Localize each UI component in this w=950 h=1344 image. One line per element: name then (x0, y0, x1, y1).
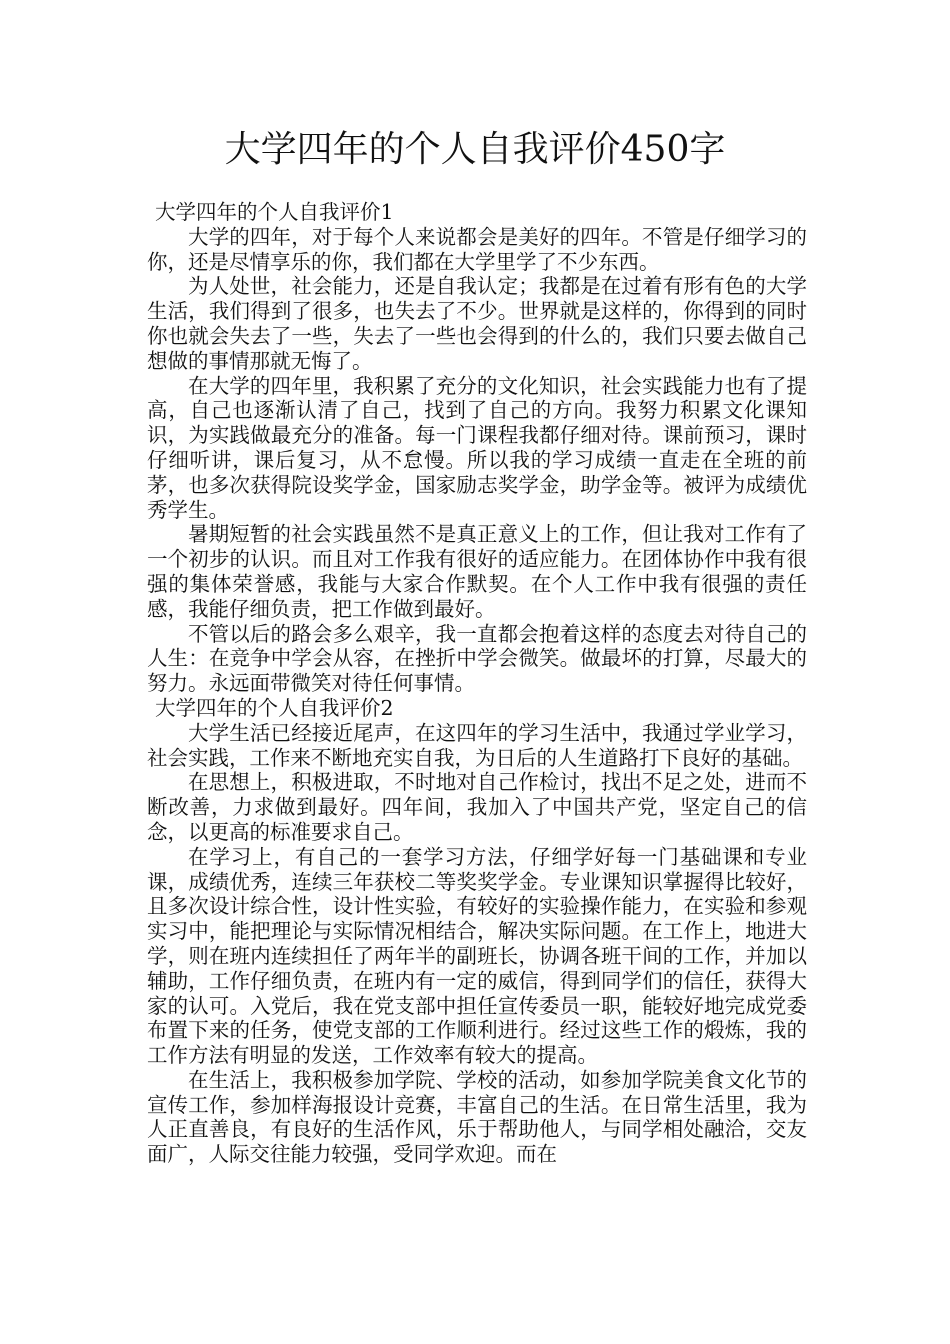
section-heading: 大学四年的个人自我评价2 (155, 695, 394, 720)
section-heading: 大学四年的个人自我评价1 (155, 200, 394, 224)
document-body (147, 200, 807, 1167)
paragraph: 在思想上，积极进取，不时地对自己作检讨，找出不足之处，进而不断改善，力求做到最好。四年间，我加入了中国共产党，坚定自己的信念，以更高的标准要求自己。 (147, 770, 807, 844)
paragraph: 在生活上，我积极参加学院、学校的活动，如参加学院美食文化节的宣传工作，参加样海报设计竞赛，丰富自己的生活。在日常生活里，我为人正直善良，有良好的生活作风，乐于帮助他人，与同学相处融洽，交友面广，人际交往能力较强，受同学欢迎。而在 (147, 1067, 807, 1167)
document-title: 大学四年的个人自我评价450字 (224, 129, 726, 170)
paragraph: 为人处世，社会能力，还是自我认定；我都是在过着有形有色的大学生活，我们得到了很多，也失去了不少。世界就是这样的，你得到的同时你也就会失去了一些，失去了一些也会得到的什么的，我们只要去做自己想做的事情那就无悔了。 (147, 274, 807, 373)
section-1 (147, 200, 807, 696)
paragraph: 在学习上，有自己的一套学习方法，仔细学好每一门基础课和专业课，成绩优秀，连续三年获校二等奖奖学金。专业课知识掌握得比较好，且多次设计综合性，设计性实验，有较好的实验操作能力，在实验和参观实习中，能把理论与实际情况相结合，解决实际问题。在工作上，地进大学，则在班内连续担任了两年半的副班长，协调各班干间的工作，并加以辅助，工作仔细负责，在班内有一定的威信，得到同学们的信任，获得大家的认可。入党后，我在党支部中担任宣传委员一职，能较好地完成党委布置下来的任务，使党支部的工作顺利进行。经过这些工作的煅炼，我的工作方法有明显的发送，工作效率有较大的提高。 (147, 844, 807, 1068)
paragraph: 不管以后的路会多么艰辛，我一直都会抱着这样的态度去对待自己的人生：在竞争中学会从容，在挫折中学会微笑。做最坏的打算，尽最大的努力。永远面带微笑对待任何事情。 (147, 621, 807, 696)
paragraph: 大学的四年，对于每个人来说都会是美好的四年。不管是仔细学习的你，还是尽情享乐的你，我们都在大学里学了不少东西。 (147, 224, 807, 274)
paragraph: 暑期短暂的社会实践虽然不是真正意义上的工作，但让我对工作有了一个初步的认识。而且对工作我有很好的适应能力。在团体协作中我有很强的集体荣誉感，我能与大家合作默契。在个人工作中我有很强的责任感，我能仔细负责，把工作做到最好。 (147, 522, 807, 621)
section-2 (147, 696, 807, 1167)
paragraph: 大学生活已经接近尾声，在这四年的学习生活中，我通过学业学习，社会实践，工作来不断地充实自我，为日后的人生道路打下良好的基础。 (147, 720, 807, 770)
paragraph: 在大学的四年里，我积累了充分的文化知识，社会实践能力也有了提高，自己也逐渐认清了自己，找到了自己的方向。我努力积累文化课知识，为实践做最充分的准备。每一门课程我都仔细对待。课前预习，课时仔细听讲，课后复习，从不怠慢。所以我的学习成绩一直走在全班的前茅，也多次获得院设奖学金，国家励志奖学金，助学金等。被评为成绩优秀学生。 (147, 373, 807, 522)
